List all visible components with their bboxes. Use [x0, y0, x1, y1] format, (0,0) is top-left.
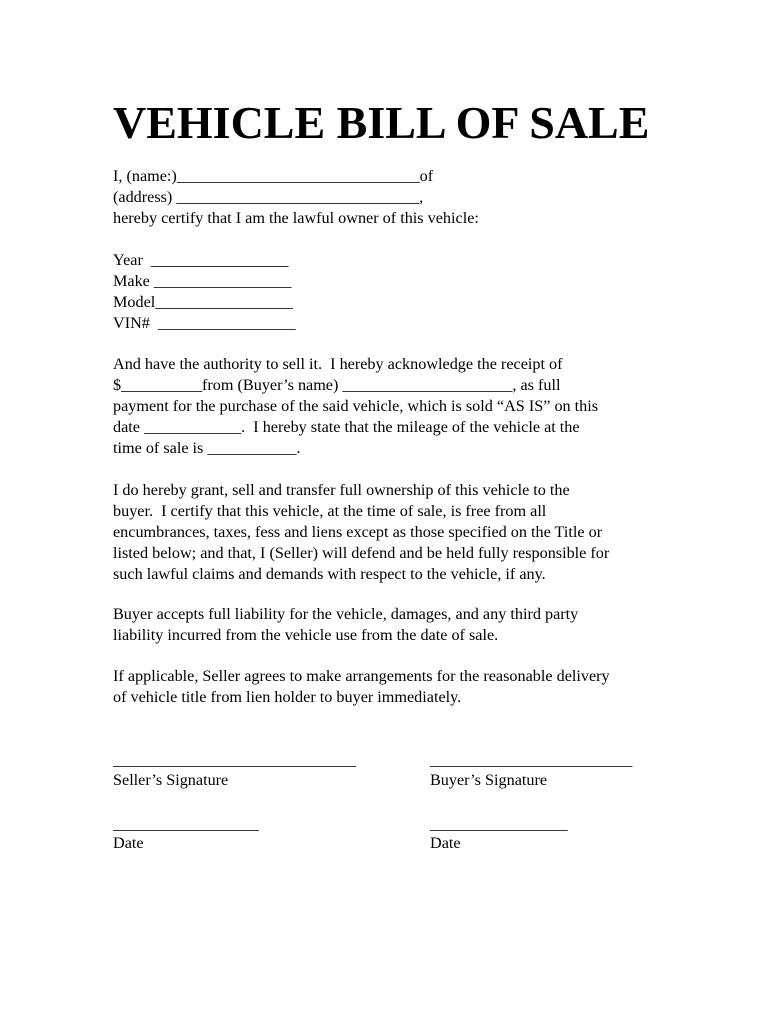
liability-paragraph-line: Buyer accepts full liability for the vehicle, damages, and any third party [113, 605, 579, 623]
transfer-paragraph-line: I do hereby grant, sell and transfer full ownership of this vehicle to the [113, 481, 570, 499]
transfer-paragraph-line: encumbrances, taxes, fess and liens except as those specified on the Title or [113, 523, 603, 541]
document-title: VEHICLE BILL OF SALE [113, 97, 650, 148]
payment-paragraph-line: date ____________. I hereby state that the mileage of the vehicle at the [113, 418, 580, 436]
transfer-paragraph-line: buyer. I certify that this vehicle, at the time of sale, is free from all [113, 502, 547, 520]
seller-date-label: Date [113, 834, 144, 852]
payment-paragraph-line: payment for the purchase of the said vehicle, which is sold “AS IS” on this [113, 397, 599, 415]
buyer-date-label: Date [430, 834, 461, 852]
liability-paragraph-line: liability incurred from the vehicle use from the date of sale. [113, 626, 499, 644]
payment-paragraph-line: time of sale is ___________. [113, 439, 301, 457]
transfer-paragraph-line: such lawful claims and demands with respect to the vehicle, if any. [113, 565, 546, 583]
buyer-signature-label: Buyer’s Signature [430, 771, 548, 789]
owner-certify-line: hereby certify that I am the lawful owner of this vehicle: [113, 209, 479, 227]
vehicle-year-field: Year _________________ [113, 251, 289, 269]
owner-address-line: (address) ______________________________, [113, 188, 424, 206]
delivery-paragraph-line: of vehicle title from lien holder to buyer immediately. [113, 688, 462, 706]
payment-paragraph-line: And have the authority to sell it. I hereby acknowledge the receipt of [113, 355, 563, 373]
seller-date-line: __________________ [113, 815, 259, 833]
seller-signature-line: ______________________________ [113, 751, 356, 769]
vehicle-model-field: Model_________________ [113, 293, 293, 311]
owner-name-line: I, (name:)______________________________of [113, 167, 434, 185]
seller-signature-label: Seller’s Signature [113, 771, 229, 789]
delivery-paragraph-line: If applicable, Seller agrees to make arrangements for the reasonable delivery [113, 667, 610, 685]
buyer-signature-line: _________________________ [430, 751, 633, 769]
vehicle-vin-field: VIN# _________________ [113, 314, 296, 332]
buyer-date-line: _________________ [430, 815, 568, 833]
vehicle-make-field: Make _________________ [113, 272, 292, 290]
payment-paragraph-line: $__________from (Buyer’s name) _____________________, as full [113, 376, 561, 394]
transfer-paragraph-line: listed below; and that, I (Seller) will defend and be held fully responsible for [113, 544, 610, 562]
